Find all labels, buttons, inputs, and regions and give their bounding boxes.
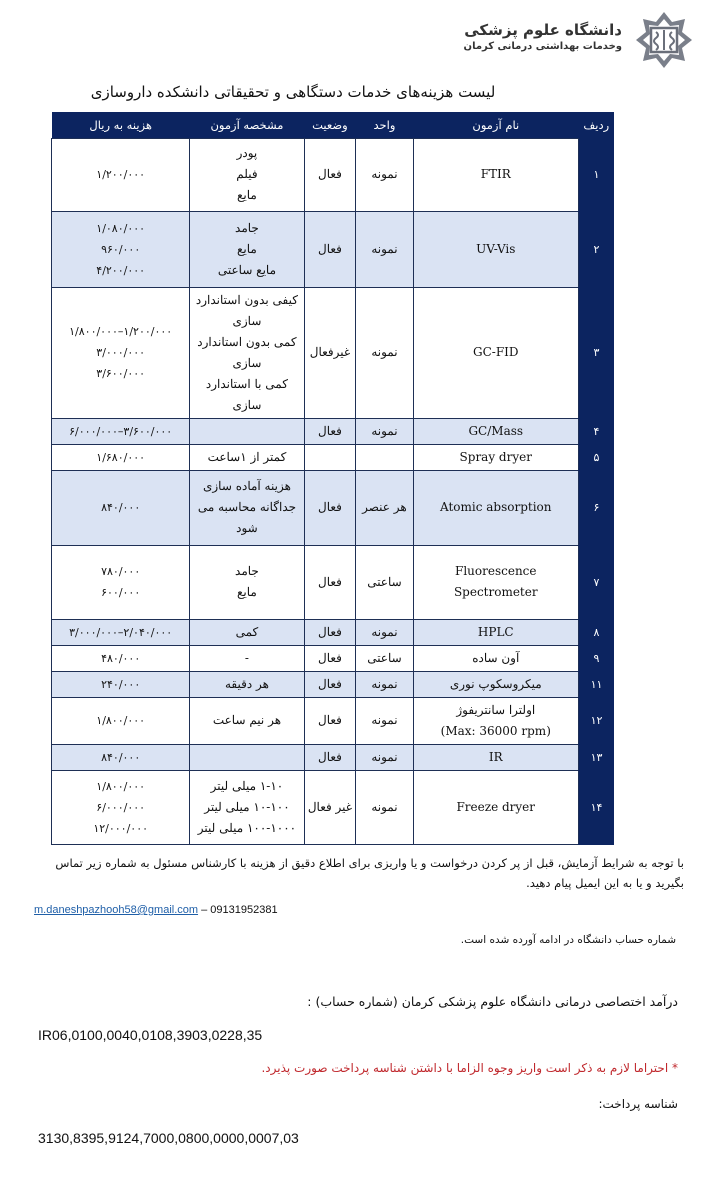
row-number: ۱۱ (578, 671, 614, 697)
cost-cell (52, 211, 190, 287)
table-body (52, 138, 615, 844)
income-account-label: درآمد اختصاصی درمانی دانشگاه علوم پزشکی کرمان (شماره حساب) : (307, 994, 678, 1009)
cost-cell (52, 545, 190, 619)
unit-cell: نمونه (356, 287, 413, 418)
cost-cell (52, 697, 190, 744)
row-number: ۱۳ (578, 744, 614, 770)
row-number: ۳ (578, 287, 614, 418)
table-row (52, 211, 615, 287)
status-cell: فعال (304, 697, 356, 744)
test-spec (190, 418, 304, 444)
row-number: ۱۲ (578, 697, 614, 744)
column-header-cost: هزینه به ریال (52, 112, 190, 138)
test-name: آون ساده (413, 645, 578, 671)
iban-number: IR06,0100,0040,0108,3903,0228,35 (38, 1027, 263, 1043)
cost-cell-line: ۱۲/۰۰۰/۰۰۰ (93, 821, 149, 835)
phone-number: 09131952381 (210, 904, 278, 916)
contact-line (34, 904, 278, 916)
cost-cell-line: ۲۴۰/۰۰۰ (101, 677, 141, 691)
table-row (52, 418, 615, 444)
unit-cell: نمونه (356, 744, 413, 770)
cost-cell-line: ۱/۰۸۰/۰۰۰ (96, 221, 146, 235)
test-spec-line: مایع (237, 585, 257, 599)
cost-cell-line: ۱/۸۰۰/۰۰۰ (96, 714, 146, 727)
unit-cell (356, 444, 413, 470)
unit-cell: ساعتی (356, 645, 413, 671)
column-header-test-name: نام آزمون (413, 112, 578, 138)
test-spec-line: کمی بدون استاندارد (197, 334, 297, 349)
row-number: ۴ (578, 418, 614, 444)
status-cell: فعال (304, 138, 356, 211)
row-number: ۱۴ (578, 770, 614, 844)
row-number: ۲ (578, 211, 614, 287)
price-table (51, 112, 614, 845)
test-spec (190, 444, 304, 470)
test-spec-line: ۱۰۰-۱۰۰۰ میلی لیتر (197, 820, 297, 835)
cost-cell-line: ۳/۶۰۰/۰۰۰ (96, 367, 146, 380)
test-spec-line: سازی (232, 355, 262, 370)
test-name: Fluorescence Spectrometer (413, 545, 578, 619)
test-name-line: (Max: 36000 rpm) (440, 723, 551, 738)
payment-id-label: شناسه پرداخت: (598, 1097, 678, 1111)
column-header-row-number: ردیف (578, 112, 614, 138)
test-spec-line: کمی با استاندارد سازی (205, 376, 288, 412)
test-spec (190, 211, 304, 287)
test-spec-line: ۱۰-۱۰۰ میلی لیتر (204, 799, 290, 814)
cost-cell-line: ۱/۲۰۰/۰۰۰ (96, 168, 146, 181)
status-cell: فعال (304, 470, 356, 545)
test-spec (190, 744, 304, 770)
test-name: IR (413, 744, 578, 770)
test-spec-line: هر نیم ساعت (212, 713, 282, 727)
row-number: ۹ (578, 645, 614, 671)
university-name-block (464, 20, 622, 54)
row-number: ۶ (578, 470, 614, 545)
table-header-row (52, 112, 615, 138)
status-cell: غیر فعال (304, 770, 356, 844)
table-row (52, 470, 615, 545)
university-emblem-icon (634, 10, 694, 70)
cost-cell-line: ۱/۲۰۰/۰۰۰–۱/۸۰۰/۰۰۰ (69, 325, 173, 338)
status-cell: فعال (304, 619, 356, 645)
table-row (52, 545, 615, 619)
table-row (52, 138, 615, 211)
test-spec-line: پودر (236, 146, 258, 160)
university-subtitle: وخدمات بهداشتی درمانی کرمان (463, 41, 622, 52)
unit-cell: نمونه (356, 418, 413, 444)
test-spec (190, 645, 304, 671)
payment-id: 3130,8395,9124,7000,0800,0000,0007,03 (38, 1130, 299, 1146)
test-spec-line: مایع (237, 241, 257, 256)
university-name: دانشگاه علوم پزشکی (464, 21, 622, 39)
test-name: GC-FID (413, 287, 578, 418)
unit-cell: نمونه (356, 671, 413, 697)
test-name: FTIR (413, 138, 578, 211)
row-number: ۵ (578, 444, 614, 470)
test-spec (190, 770, 304, 844)
test-spec-line: مایع (237, 188, 257, 202)
test-name: Atomic absorption (413, 470, 578, 545)
test-spec-line: فیلم (236, 167, 258, 181)
table-row (52, 444, 615, 470)
account-note: شماره حساب دانشگاه در ادامه آورده شده است. (460, 934, 676, 946)
test-name (413, 697, 578, 744)
table-row (52, 287, 615, 418)
column-header-unit: واحد (356, 112, 413, 138)
test-spec (190, 138, 304, 211)
status-cell (304, 444, 356, 470)
cost-cell-line: ۳/۶۰۰/۰۰۰–۶/۰۰۰/۰۰۰ (69, 424, 173, 438)
status-cell: فعال (304, 744, 356, 770)
table-row (52, 744, 615, 770)
unit-cell: نمونه (356, 211, 413, 287)
cost-cell (52, 671, 190, 697)
test-name: میکروسکوپ نوری (413, 671, 578, 697)
document-title: لیست هزینه‌های خدمات دستگاهی و تحقیقاتی دانشکده داروسازی (90, 83, 496, 101)
email-link[interactable]: m.daneshpazhooh58@gmail.com (34, 904, 199, 916)
cost-cell-line: ۱/۸۰۰/۰۰۰ (96, 779, 146, 793)
test-name: Spray dryer (413, 444, 578, 470)
test-spec-line: کمی (235, 624, 259, 639)
unit-cell: ساعتی (356, 545, 413, 619)
status-cell: غیرفعال (304, 287, 356, 418)
status-cell: فعال (304, 645, 356, 671)
test-spec (190, 470, 304, 545)
contact-separator: – (198, 904, 211, 916)
cost-cell (52, 770, 190, 844)
cost-cell-line: ۱/۶۸۰/۰۰۰ (96, 450, 146, 464)
test-spec-line: جامد (235, 564, 259, 578)
cost-cell-line: ۹۶۰/۰۰۰ (101, 242, 141, 256)
cost-cell-line: ۳/۰۰۰/۰۰۰ (96, 346, 146, 359)
test-spec (190, 619, 304, 645)
cost-cell (52, 287, 190, 418)
test-spec-line: هر دقیقه (224, 676, 269, 691)
status-cell: فعال (304, 211, 356, 287)
test-spec-line: مایع ساعتی (217, 262, 276, 277)
test-spec (190, 671, 304, 697)
table-row (52, 645, 615, 671)
table-row (52, 770, 615, 844)
column-header-test-spec: مشخصه آزمون (190, 112, 304, 138)
cost-cell-line: ۲/۰۴۰/۰۰۰–۳/۰۰۰/۰۰۰ (69, 625, 173, 639)
test-spec (190, 697, 304, 744)
column-header-status: وضعیت (304, 112, 356, 138)
cost-cell (52, 444, 190, 470)
test-name: GC/Mass (413, 418, 578, 444)
cost-cell-line: ۶۰۰/۰۰۰ (101, 586, 141, 599)
status-cell: فعال (304, 545, 356, 619)
test-name: HPLC (413, 619, 578, 645)
cost-cell-line: ۸۴۰/۰۰۰ (101, 501, 141, 514)
table-row (52, 619, 615, 645)
cost-cell-line: ۴/۲۰۰/۰۰۰ (96, 263, 146, 277)
unit-cell: نمونه (356, 697, 413, 744)
test-spec (190, 287, 304, 418)
test-name: UV-Vis (413, 211, 578, 287)
cost-cell-line: ۸۴۰/۰۰۰ (101, 750, 141, 764)
status-cell: فعال (304, 418, 356, 444)
cost-cell (52, 619, 190, 645)
row-number: ۷ (578, 545, 614, 619)
notice-text: با توجه به شرایط آزمایش، قبل از پر کردن درخواست و یا واریزی برای اطلاع دقیق از هزینه با کارشناس مسئول به شماره زیر تماس بگیرید و یا به این ایمیل پیام دهید. (55, 856, 684, 890)
test-spec-line: سازی (232, 313, 262, 328)
cost-cell (52, 138, 190, 211)
test-spec-line: - (244, 650, 249, 665)
test-name-line: اولترا سانتریفوژ (456, 702, 536, 717)
unit-cell: هر عنصر (356, 470, 413, 545)
table-row (52, 671, 615, 697)
cost-cell-line: ۷۸۰/۰۰۰ (101, 565, 141, 578)
table-row (52, 697, 615, 744)
unit-cell: نمونه (356, 138, 413, 211)
test-spec-line: جداگانه محاسبه می (197, 500, 297, 514)
cost-cell (52, 418, 190, 444)
test-name: Freeze dryer (413, 770, 578, 844)
test-spec-line: شود (236, 521, 258, 535)
cost-cell-line: ۴۸۰/۰۰۰ (101, 651, 141, 665)
cost-cell (52, 470, 190, 545)
cost-cell (52, 744, 190, 770)
payment-warning: * احتراما لازم به ذکر است واریز وجوه الزاما با داشتن شناسه پرداخت صورت پذیرد. (261, 1061, 678, 1075)
cost-cell (52, 645, 190, 671)
unit-cell: نمونه (356, 770, 413, 844)
test-spec-line: جامد (235, 220, 259, 235)
unit-cell: نمونه (356, 619, 413, 645)
row-number: ۸ (578, 619, 614, 645)
cost-cell-line: ۶/۰۰۰/۰۰۰ (96, 800, 146, 814)
test-spec-line: کمتر از ۱ساعت (207, 449, 287, 464)
status-cell: فعال (304, 671, 356, 697)
test-spec-line: کیفی بدون استاندارد (195, 292, 298, 307)
test-spec-line: هزینه آماده سازی (202, 479, 291, 493)
test-spec (190, 545, 304, 619)
test-spec-line: ۱-۱۰ میلی لیتر (210, 778, 284, 793)
row-number: ۱ (578, 138, 614, 211)
